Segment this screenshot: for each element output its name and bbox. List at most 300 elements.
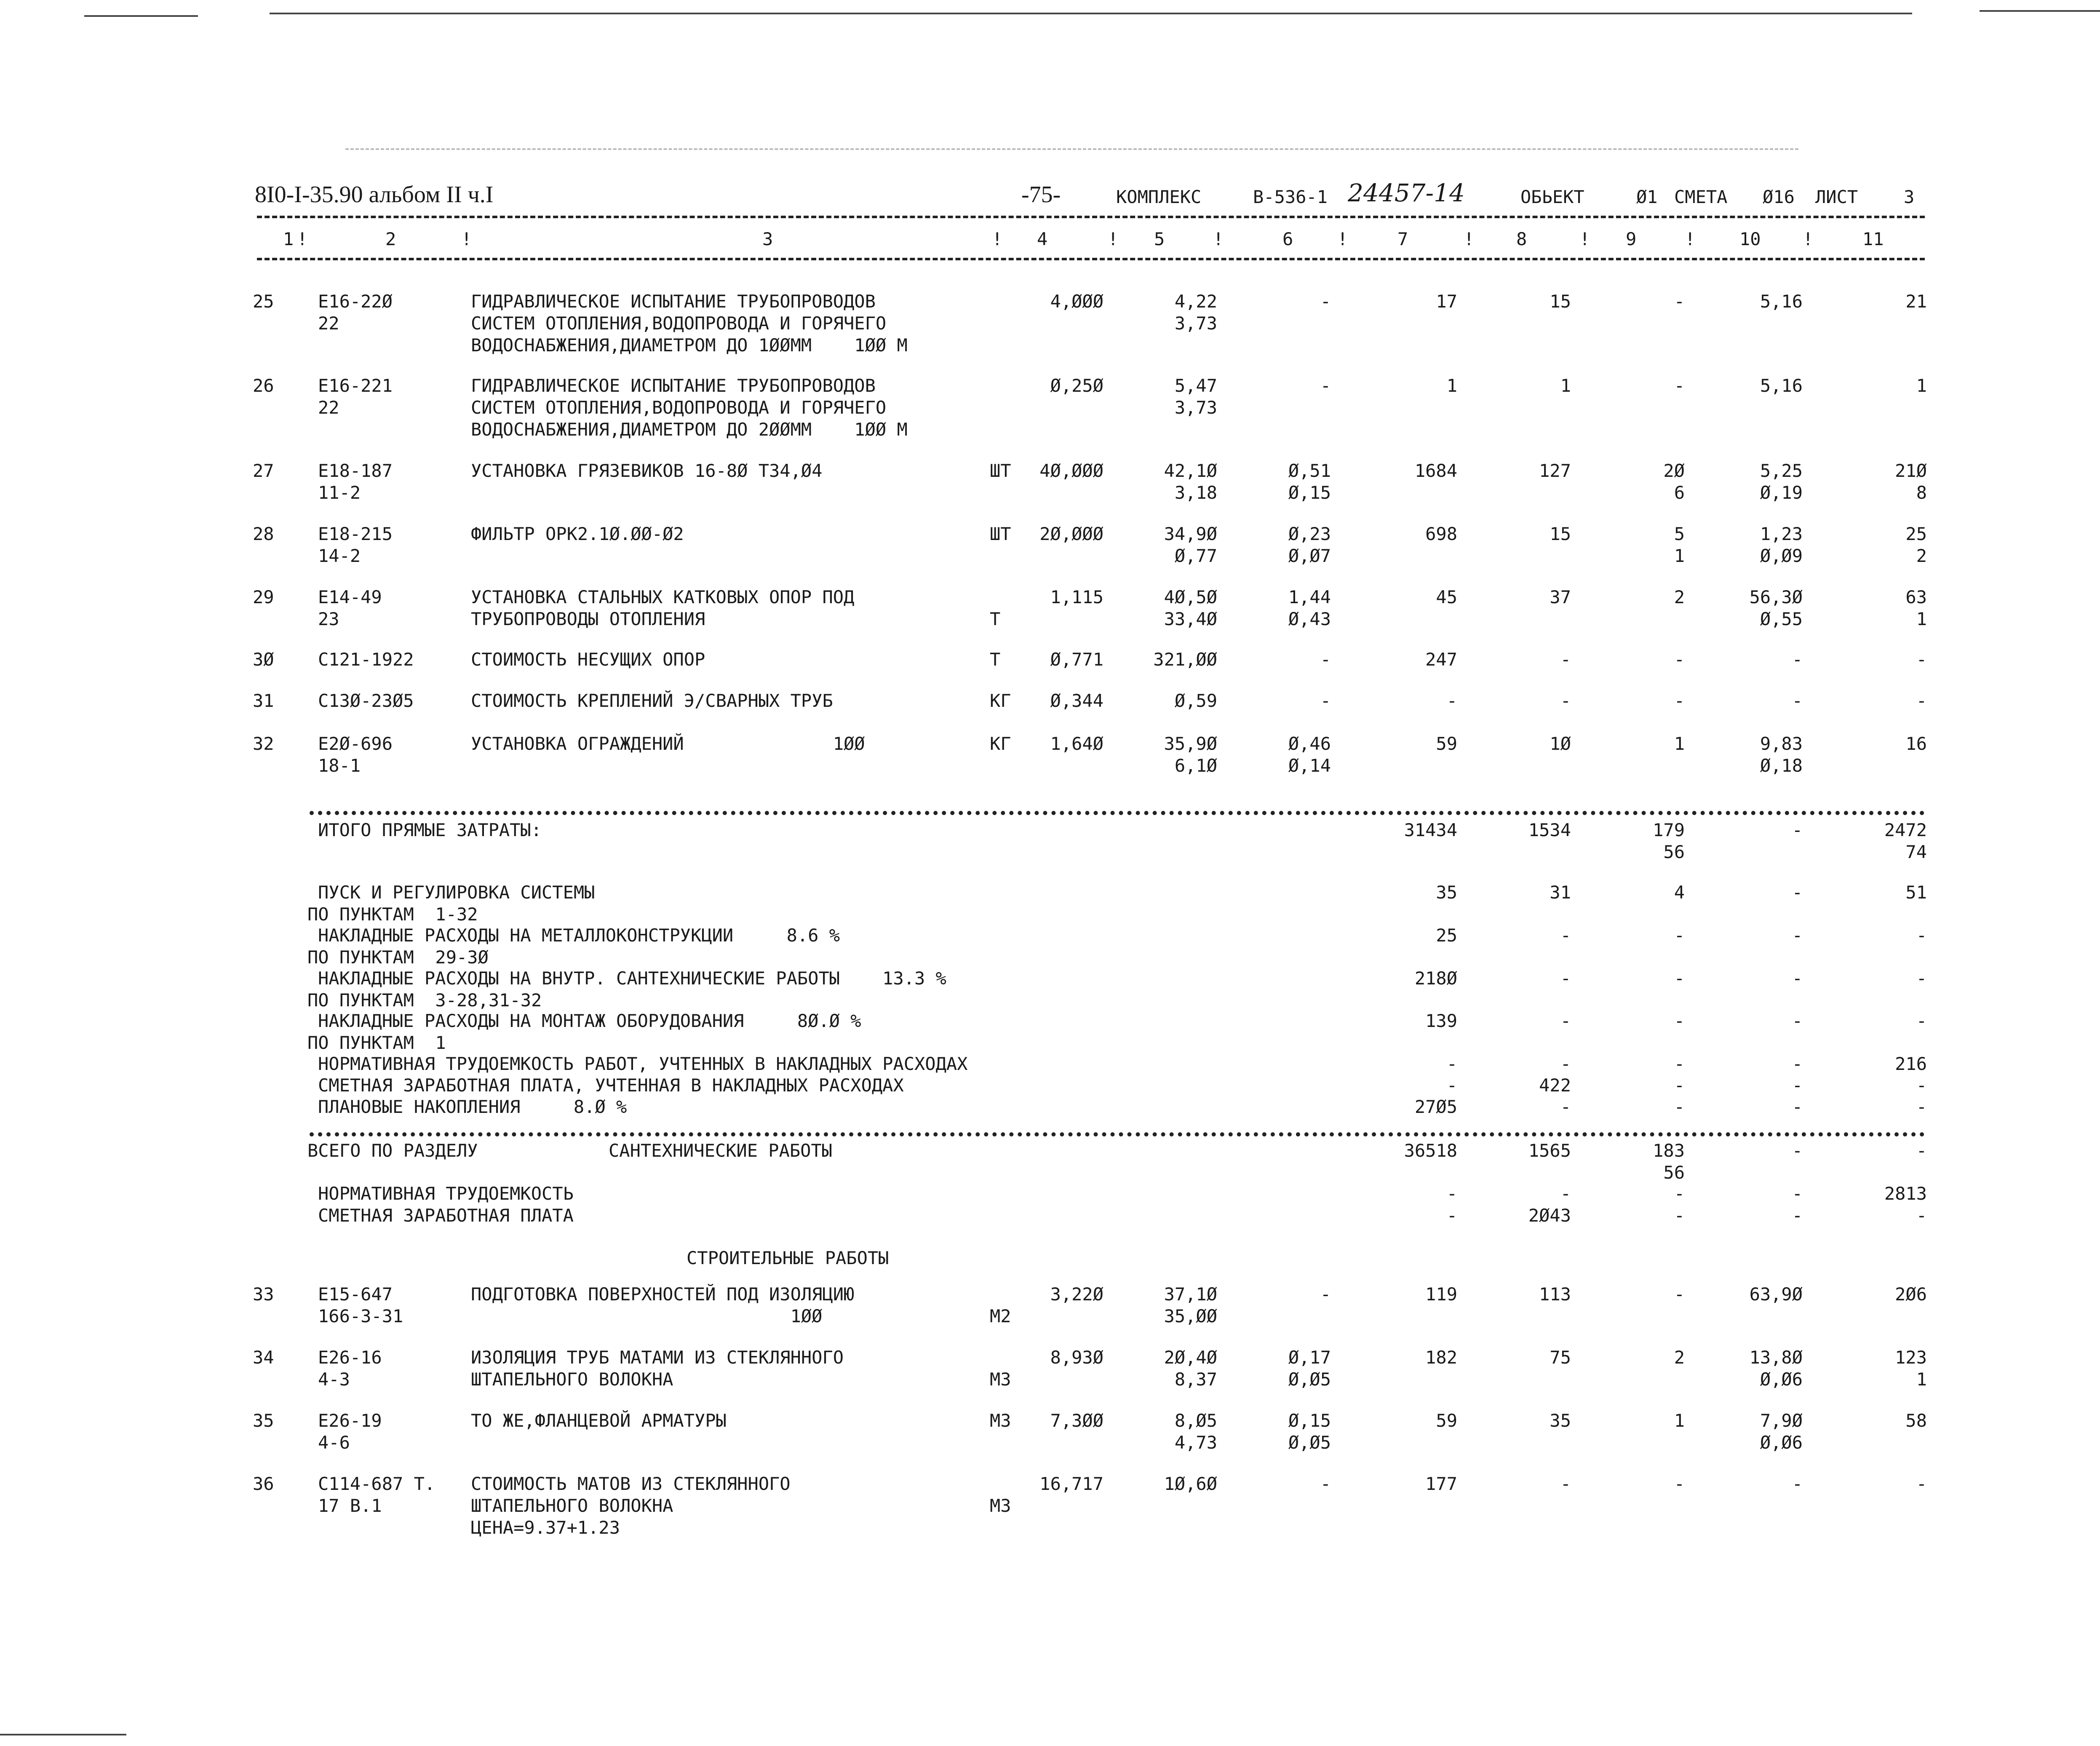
row-unit-price: 34,9Ø <box>1164 524 1217 544</box>
row-labour-total: - <box>1916 1473 1927 1494</box>
row-code: 23 <box>318 609 339 629</box>
row-number: 33 <box>253 1284 274 1305</box>
norm-c8: - <box>1560 1096 1571 1117</box>
row-code: С121-1922 <box>318 649 414 670</box>
row-unit: КГ <box>990 690 1011 711</box>
norm-c8: 422 <box>1539 1075 1571 1096</box>
row-machine-cost: Ø,14 <box>1288 755 1331 776</box>
note-c10: - <box>1792 925 1803 946</box>
norm-c9: - <box>1674 1096 1685 1117</box>
row-machine-cost: - <box>1320 690 1331 711</box>
vsego-total: 36518 <box>1404 1140 1457 1161</box>
row-code: 17 В.1 <box>318 1495 382 1516</box>
row-description: УСТАНОВКА ГРЯЗЕВИКОВ 16-8Ø Т34,Ø4 <box>471 460 823 481</box>
column-separator: ! <box>1108 229 1119 249</box>
row-description: СИСТЕМ ОТОПЛЕНИЯ,ВОДОПРОВОДА И ГОРЯЧЕГО <box>471 313 887 334</box>
row-description: ВОДОСНАБЖЕНИЯ,ДИАМЕТРОМ ДО 2ØØММ 1ØØ М <box>471 419 908 440</box>
row-description: ГИДРАВЛИЧЕСКОЕ ИСПЫТАНИЕ ТРУБОПРОВОДОВ <box>471 291 876 312</box>
note-c8: - <box>1560 925 1571 946</box>
row-unit: М3 <box>990 1410 1011 1431</box>
row-wages: - <box>1560 649 1571 670</box>
norm-c7: - <box>1446 1075 1457 1096</box>
row-machine-total: 5 <box>1674 524 1685 544</box>
note-points: ПО ПУНКТАМ 1-32 <box>307 904 478 925</box>
row-code: 22 <box>318 397 339 418</box>
row-code: Е18-187 <box>318 460 393 481</box>
norm-c11: - <box>1916 1075 1927 1096</box>
row-machine-total: 1 <box>1674 545 1685 566</box>
list-label: ЛИСТ <box>1815 187 1858 207</box>
scan-noise-line <box>345 148 1798 150</box>
row-quantity: 4Ø,ØØØ <box>1039 460 1103 481</box>
note-c10: - <box>1792 1011 1803 1031</box>
row-machine-cost: Ø,46 <box>1288 733 1331 754</box>
norm-c7: 27Ø5 <box>1414 1096 1457 1117</box>
column-number-10: 10 <box>1739 229 1761 249</box>
row-labour-total: 58 <box>1905 1410 1927 1431</box>
row-total: 59 <box>1436 1410 1457 1431</box>
norm-c10: - <box>1792 1096 1803 1117</box>
row-total: 17 <box>1436 291 1457 312</box>
row-labour-total: 21 <box>1905 291 1927 312</box>
row-wages: 75 <box>1550 1347 1571 1368</box>
scan-edge-line <box>0 1734 126 1735</box>
row-unit-price: 37,1Ø <box>1164 1284 1217 1305</box>
vsego-extra-text: СМЕТНАЯ ЗАРАБОТНАЯ ПЛАТА <box>318 1205 574 1226</box>
row-quantity: Ø,771 <box>1050 649 1103 670</box>
note-c11: - <box>1916 1011 1927 1031</box>
row-machine-cost: - <box>1320 375 1331 396</box>
row-unit-price: 6,1Ø <box>1174 755 1217 776</box>
row-unit: М2 <box>990 1306 1011 1326</box>
row-unit-price: 8,37 <box>1174 1369 1217 1390</box>
row-code: Е16-22Ø <box>318 291 393 312</box>
norm-c10: - <box>1792 1075 1803 1096</box>
smeta-number: Ø16 <box>1763 187 1795 207</box>
norm-c11: - <box>1916 1096 1927 1117</box>
note-c11: - <box>1916 968 1927 989</box>
row-unit: Т <box>990 609 1001 629</box>
row-labour-total: 16 <box>1905 733 1927 754</box>
row-description: ПОДГОТОВКА ПОВЕРХНОСТЕЙ ПОД ИЗОЛЯЦИЮ <box>471 1284 855 1305</box>
row-number: 29 <box>253 587 274 607</box>
vsego-label: ВСЕГО ПО РАЗДЕЛУ <box>307 1140 478 1161</box>
row-description: СИСТЕМ ОТОПЛЕНИЯ,ВОДОПРОВОДА И ГОРЯЧЕГО <box>471 397 887 418</box>
row-machine-cost: - <box>1320 649 1331 670</box>
list-number: 3 <box>1904 187 1915 207</box>
column-number-4: 4 <box>1037 229 1048 249</box>
row-code: Е18-215 <box>318 524 393 544</box>
row-machine-total: - <box>1674 291 1685 312</box>
vsego-extra-c9: - <box>1674 1183 1685 1204</box>
row-machine-total: 6 <box>1674 482 1685 503</box>
row-total: 698 <box>1425 524 1457 544</box>
row-labour-rate: 13,8Ø <box>1749 1347 1803 1368</box>
row-quantity: 16,717 <box>1039 1473 1103 1494</box>
row-description: ТРУБОПРОВОДЫ ОТОПЛЕНИЯ <box>471 609 705 629</box>
vsego-separator <box>310 1132 1925 1136</box>
row-wages: - <box>1560 1473 1571 1494</box>
row-wages: 1Ø <box>1550 733 1571 754</box>
column-number-8: 8 <box>1516 229 1527 249</box>
row-labour-total: 2 <box>1916 545 1927 566</box>
row-quantity: 7,3ØØ <box>1050 1410 1103 1431</box>
note-c8: - <box>1560 968 1571 989</box>
norm-text: НОРМАТИВНАЯ ТРУДОЕМКОСТЬ РАБОТ, УЧТЕННЫХ В НАКЛАДНЫХ РАСХОДАХ <box>318 1053 968 1074</box>
vsego-extra-c7: - <box>1446 1183 1457 1204</box>
column-separator: ! <box>1579 229 1590 249</box>
row-quantity: 3,22Ø <box>1050 1284 1103 1305</box>
itogo-labour: 2472 <box>1884 820 1927 840</box>
row-machine-cost: Ø,15 <box>1288 1410 1331 1431</box>
row-number: 35 <box>253 1410 274 1431</box>
row-number: 3Ø <box>253 649 274 670</box>
column-number-9: 9 <box>1626 229 1637 249</box>
row-code: 166-3-31 <box>318 1306 403 1326</box>
row-description: 1ØØ <box>471 1306 823 1326</box>
row-wages: 15 <box>1550 291 1571 312</box>
row-unit-price: 42,1Ø <box>1164 460 1217 481</box>
row-total: - <box>1446 690 1457 711</box>
row-machine-total: - <box>1674 690 1685 711</box>
row-number: 36 <box>253 1473 274 1494</box>
row-total: 45 <box>1436 587 1457 607</box>
row-total: 247 <box>1425 649 1457 670</box>
row-wages: 113 <box>1539 1284 1571 1305</box>
row-description: СТОИМОСТЬ НЕСУЩИХ ОПОР <box>471 649 705 670</box>
vsego-extra-c7: - <box>1446 1205 1457 1226</box>
row-labour-total: 1 <box>1916 609 1927 629</box>
object-number: Ø1 <box>1636 187 1658 207</box>
row-unit-price: 8,Ø5 <box>1174 1410 1217 1431</box>
note-points: ПО ПУНКТАМ 1 <box>307 1032 446 1053</box>
row-machine-cost: - <box>1320 1473 1331 1494</box>
norm-c10: - <box>1792 1053 1803 1074</box>
kompleks-handwritten-number: 24457-14 <box>1348 179 1465 207</box>
vsego-rate: - <box>1792 1140 1803 1161</box>
norm-text: СМЕТНАЯ ЗАРАБОТНАЯ ПЛАТА, УЧТЕННАЯ В НАКЛАДНЫХ РАСХОДАХ <box>318 1075 904 1096</box>
row-unit-price: 321,ØØ <box>1153 649 1217 670</box>
column-number-1: 1 <box>283 229 294 249</box>
row-description: УСТАНОВКА СТАЛЬНЫХ КАТКОВЫХ ОПОР ПОД <box>471 587 855 607</box>
row-unit: ШТ <box>990 460 1011 481</box>
row-description: ЦЕНА=9.37+1.23 <box>471 1517 620 1538</box>
row-total: 59 <box>1436 733 1457 754</box>
row-labour-rate: Ø,Ø6 <box>1760 1369 1803 1390</box>
row-code: 22 <box>318 313 339 334</box>
column-separator: ! <box>992 229 1003 249</box>
row-labour-rate: Ø,Ø9 <box>1760 545 1803 566</box>
row-description: СТОИМОСТЬ МАТОВ ИЗ СТЕКЛЯННОГО <box>471 1473 791 1494</box>
row-unit-price: 35,9Ø <box>1164 733 1217 754</box>
row-labour-rate: - <box>1792 649 1803 670</box>
row-unit-price: Ø,77 <box>1174 545 1217 566</box>
column-separator: ! <box>1803 229 1814 249</box>
row-code: 4-3 <box>318 1369 350 1390</box>
row-labour-total: 25 <box>1905 524 1927 544</box>
note-c9: - <box>1674 1011 1685 1031</box>
row-labour-total: 8 <box>1916 482 1927 503</box>
row-machine-cost: - <box>1320 291 1331 312</box>
vsego-wages: 1565 <box>1528 1140 1571 1161</box>
itogo-separator <box>310 811 1925 815</box>
row-code: С114-687 Т. <box>318 1473 435 1494</box>
vsego-labour: - <box>1916 1140 1927 1161</box>
row-unit: ШТ <box>990 524 1011 544</box>
row-labour-rate: Ø,Ø6 <box>1760 1432 1803 1453</box>
row-number: 27 <box>253 460 274 481</box>
row-unit-price: 1Ø,6Ø <box>1164 1473 1217 1494</box>
row-machine-total: - <box>1674 375 1685 396</box>
row-wages: - <box>1560 690 1571 711</box>
column-separator: ! <box>297 229 308 249</box>
row-description: ШТАПЕЛЬНОГО ВОЛОКНА <box>471 1369 673 1390</box>
itogo-total: 31434 <box>1404 820 1457 840</box>
section-title: СТРОИТЕЛЬНЫЕ РАБОТЫ <box>687 1248 889 1268</box>
row-code: Е26-16 <box>318 1347 382 1368</box>
row-machine-total: 1 <box>1674 1410 1685 1431</box>
row-unit-price: Ø,59 <box>1174 690 1217 711</box>
row-code: Е2Ø-696 <box>318 733 393 754</box>
vsego-extra-text: НОРМАТИВНАЯ ТРУДОЕМКОСТЬ <box>318 1183 574 1204</box>
row-labour-total: 2Ø6 <box>1895 1284 1927 1305</box>
smeta-label: СМЕТА <box>1674 187 1728 207</box>
note-c9: - <box>1674 968 1685 989</box>
row-code: Е15-647 <box>318 1284 393 1305</box>
note-c10: - <box>1792 968 1803 989</box>
vsego-extra-c10: - <box>1792 1205 1803 1226</box>
row-machine-cost: Ø,Ø7 <box>1288 545 1331 566</box>
vsego-section: САНТЕХНИЧЕСКИЕ РАБОТЫ <box>609 1140 833 1161</box>
row-total: 177 <box>1425 1473 1457 1494</box>
vsego-machine: 56 <box>1663 1162 1685 1183</box>
row-unit-price: 33,4Ø <box>1164 609 1217 629</box>
row-labour-rate: 9,83 <box>1760 733 1803 754</box>
object-label: ОБЬЕКТ <box>1520 187 1584 207</box>
kompleks-code: В-536-1 <box>1253 187 1328 207</box>
note-text: ПУСК И РЕГУЛИРОВКА СИСТЕМЫ <box>318 882 595 903</box>
row-description: ФИЛЬТР ОРК2.1Ø.ØØ-Ø2 <box>471 524 684 544</box>
row-unit-price: 4Ø,5Ø <box>1164 587 1217 607</box>
column-separator: ! <box>461 229 472 249</box>
note-c11: - <box>1916 925 1927 946</box>
row-code: С13Ø-23Ø5 <box>318 690 414 711</box>
note-c10: - <box>1792 882 1803 903</box>
row-labour-rate: Ø,18 <box>1760 755 1803 776</box>
row-machine-cost: Ø,Ø5 <box>1288 1432 1331 1453</box>
column-number-3: 3 <box>762 229 773 249</box>
row-labour-rate: 7,9Ø <box>1760 1410 1803 1431</box>
row-number: 25 <box>253 291 274 312</box>
row-quantity: 4,ØØØ <box>1050 291 1103 312</box>
row-description: ВОДОСНАБЖЕНИЯ,ДИАМЕТРОМ ДО 1ØØММ 1ØØ М <box>471 335 908 356</box>
column-number-5: 5 <box>1154 229 1165 249</box>
norm-c7: - <box>1446 1053 1457 1074</box>
row-labour-rate: - <box>1792 1473 1803 1494</box>
row-labour-total: 21Ø <box>1895 460 1927 481</box>
kompleks-label: КОМПЛЕКС <box>1116 187 1202 207</box>
row-machine-total: - <box>1674 1473 1685 1494</box>
row-code: 18-1 <box>318 755 361 776</box>
row-total: 1 <box>1446 375 1457 396</box>
header-rule <box>257 216 1925 218</box>
row-labour-rate: Ø,55 <box>1760 609 1803 629</box>
column-separator: ! <box>1464 229 1475 249</box>
row-unit-price: 2Ø,4Ø <box>1164 1347 1217 1368</box>
row-wages: 37 <box>1550 587 1571 607</box>
row-wages: 1 <box>1560 375 1571 396</box>
column-number-6: 6 <box>1282 229 1293 249</box>
vsego-extra-c8: - <box>1560 1183 1571 1204</box>
row-number: 26 <box>253 375 274 396</box>
norm-c9: - <box>1674 1053 1685 1074</box>
row-labour-rate: 56,3Ø <box>1749 587 1803 607</box>
row-labour-rate: 5,16 <box>1760 291 1803 312</box>
vsego-extra-c10: - <box>1792 1183 1803 1204</box>
itogo-wages: 1534 <box>1528 820 1571 840</box>
row-quantity: 1,64Ø <box>1050 733 1103 754</box>
row-labour-total: - <box>1916 690 1927 711</box>
note-text: НАКЛАДНЫЕ РАСХОДЫ НА ВНУТР. САНТЕХНИЧЕСКИЕ РАБОТЫ 13.3 % <box>318 968 946 989</box>
column-separator: ! <box>1685 229 1696 249</box>
scan-edge-line <box>270 13 1912 14</box>
norm-text: ПЛАНОВЫЕ НАКОПЛЕНИЯ 8.Ø % <box>318 1096 627 1117</box>
itogo-label: ИТОГО ПРЯМЫЕ ЗАТРАТЫ: <box>318 820 542 840</box>
row-machine-total: 2Ø <box>1663 460 1685 481</box>
row-number: 32 <box>253 733 274 754</box>
row-description: ТО ЖЕ,ФЛАНЦЕВОЙ АРМАТУРЫ <box>471 1410 727 1431</box>
row-unit-price: 3,73 <box>1174 313 1217 334</box>
album-reference: 8I0-I-35.90 альбом II ч.I <box>255 182 494 208</box>
column-number-2: 2 <box>385 229 396 249</box>
row-unit-price: 4,22 <box>1174 291 1217 312</box>
note-points: ПО ПУНКТАМ 29-3Ø <box>307 947 489 968</box>
row-machine-cost: Ø,23 <box>1288 524 1331 544</box>
norm-c9: - <box>1674 1075 1685 1096</box>
row-labour-rate: 5,25 <box>1760 460 1803 481</box>
vsego-extra-c8: 2Ø43 <box>1528 1205 1571 1226</box>
row-code: 14-2 <box>318 545 361 566</box>
note-points: ПО ПУНКТАМ 3-28,31-32 <box>307 990 542 1011</box>
row-quantity: Ø,25Ø <box>1050 375 1103 396</box>
row-code: 11-2 <box>318 482 361 503</box>
note-text: НАКЛАДНЫЕ РАСХОДЫ НА МЕТАЛЛОКОНСТРУКЦИИ 8.6 % <box>318 925 840 946</box>
row-unit-price: 4,73 <box>1174 1432 1217 1453</box>
row-machine-cost: Ø,15 <box>1288 482 1331 503</box>
row-labour-total: - <box>1916 649 1927 670</box>
row-machine-cost: Ø,51 <box>1288 460 1331 481</box>
row-quantity: Ø,344 <box>1050 690 1103 711</box>
row-unit: КГ <box>990 733 1011 754</box>
row-wages: 35 <box>1550 1410 1571 1431</box>
note-text: НАКЛАДНЫЕ РАСХОДЫ НА МОНТАЖ ОБОРУДОВАНИЯ 8Ø.Ø % <box>318 1011 861 1031</box>
vsego-machine: 183 <box>1653 1140 1685 1161</box>
row-machine-total: - <box>1674 1284 1685 1305</box>
row-labour-total: 63 <box>1905 587 1927 607</box>
itogo-rate: - <box>1792 820 1803 840</box>
row-total: 119 <box>1425 1284 1457 1305</box>
column-number-7: 7 <box>1397 229 1408 249</box>
note-c9: 4 <box>1674 882 1685 903</box>
row-labour-total: 1 <box>1916 375 1927 396</box>
row-machine-cost: - <box>1320 1284 1331 1305</box>
note-c8: - <box>1560 1011 1571 1031</box>
row-machine-cost: Ø,17 <box>1288 1347 1331 1368</box>
row-unit-price: 5,47 <box>1174 375 1217 396</box>
row-machine-total: - <box>1674 649 1685 670</box>
row-labour-rate: 63,9Ø <box>1749 1284 1803 1305</box>
row-machine-cost: 1,44 <box>1288 587 1331 607</box>
row-description: УСТАНОВКА ОГРАЖДЕНИЙ 1ØØ <box>471 733 865 754</box>
note-c7: 35 <box>1436 882 1457 903</box>
row-labour-rate: - <box>1792 690 1803 711</box>
row-machine-total: 2 <box>1674 1347 1685 1368</box>
column-separator: ! <box>1213 229 1224 249</box>
row-unit: М3 <box>990 1495 1011 1516</box>
row-labour-rate: Ø,19 <box>1760 482 1803 503</box>
row-quantity: 8,93Ø <box>1050 1347 1103 1368</box>
column-separator: ! <box>1337 229 1348 249</box>
row-code: Е14-49 <box>318 587 382 607</box>
note-c7: 218Ø <box>1414 968 1457 989</box>
row-labour-total: 123 <box>1895 1347 1927 1368</box>
scan-edge-line <box>1980 10 2100 12</box>
row-number: 34 <box>253 1347 274 1368</box>
row-description: СТОИМОСТЬ КРЕПЛЕНИЙ Э/СВАРНЫХ ТРУБ <box>471 690 833 711</box>
row-wages: 15 <box>1550 524 1571 544</box>
row-labour-rate: 1,23 <box>1760 524 1803 544</box>
note-c7: 139 <box>1425 1011 1457 1031</box>
itogo-machine: 56 <box>1663 842 1685 862</box>
note-c8: 31 <box>1550 882 1571 903</box>
row-unit: Т <box>990 649 1001 670</box>
scan-edge-line <box>84 15 198 17</box>
row-unit-price: 35,ØØ <box>1164 1306 1217 1326</box>
vsego-extra-c11: - <box>1916 1205 1927 1226</box>
row-machine-cost: Ø,Ø5 <box>1288 1369 1331 1390</box>
row-total: 182 <box>1425 1347 1457 1368</box>
norm-c11: 216 <box>1895 1053 1927 1074</box>
itogo-labour: 74 <box>1905 842 1927 862</box>
row-unit-price: 3,18 <box>1174 482 1217 503</box>
row-description: ШТАПЕЛЬНОГО ВОЛОКНА <box>471 1495 673 1516</box>
vsego-extra-c9: - <box>1674 1205 1685 1226</box>
column-header-rule <box>257 258 1925 260</box>
row-code: Е16-221 <box>318 375 393 396</box>
norm-c8: - <box>1560 1053 1571 1074</box>
row-description: ГИДРАВЛИЧЕСКОЕ ИСПЫТАНИЕ ТРУБОПРОВОДОВ <box>471 375 876 396</box>
row-labour-rate: 5,16 <box>1760 375 1803 396</box>
note-c7: 25 <box>1436 925 1457 946</box>
row-total: 1684 <box>1414 460 1457 481</box>
row-labour-total: 1 <box>1916 1369 1927 1390</box>
page-number: -75- <box>1021 182 1061 208</box>
vsego-extra-c11: 2813 <box>1884 1183 1927 1204</box>
row-unit: М3 <box>990 1369 1011 1390</box>
row-number: 28 <box>253 524 274 544</box>
column-number-11: 11 <box>1862 229 1884 249</box>
row-quantity: 1,115 <box>1050 587 1103 607</box>
row-code: 4-6 <box>318 1432 350 1453</box>
row-wages: 127 <box>1539 460 1571 481</box>
note-c9: - <box>1674 925 1685 946</box>
row-unit-price: 3,73 <box>1174 397 1217 418</box>
row-description: ИЗОЛЯЦИЯ ТРУБ МАТАМИ ИЗ СТЕКЛЯННОГО <box>471 1347 844 1368</box>
row-number: 31 <box>253 690 274 711</box>
row-code: Е26-19 <box>318 1410 382 1431</box>
itogo-machine: 179 <box>1653 820 1685 840</box>
row-machine-total: 1 <box>1674 733 1685 754</box>
